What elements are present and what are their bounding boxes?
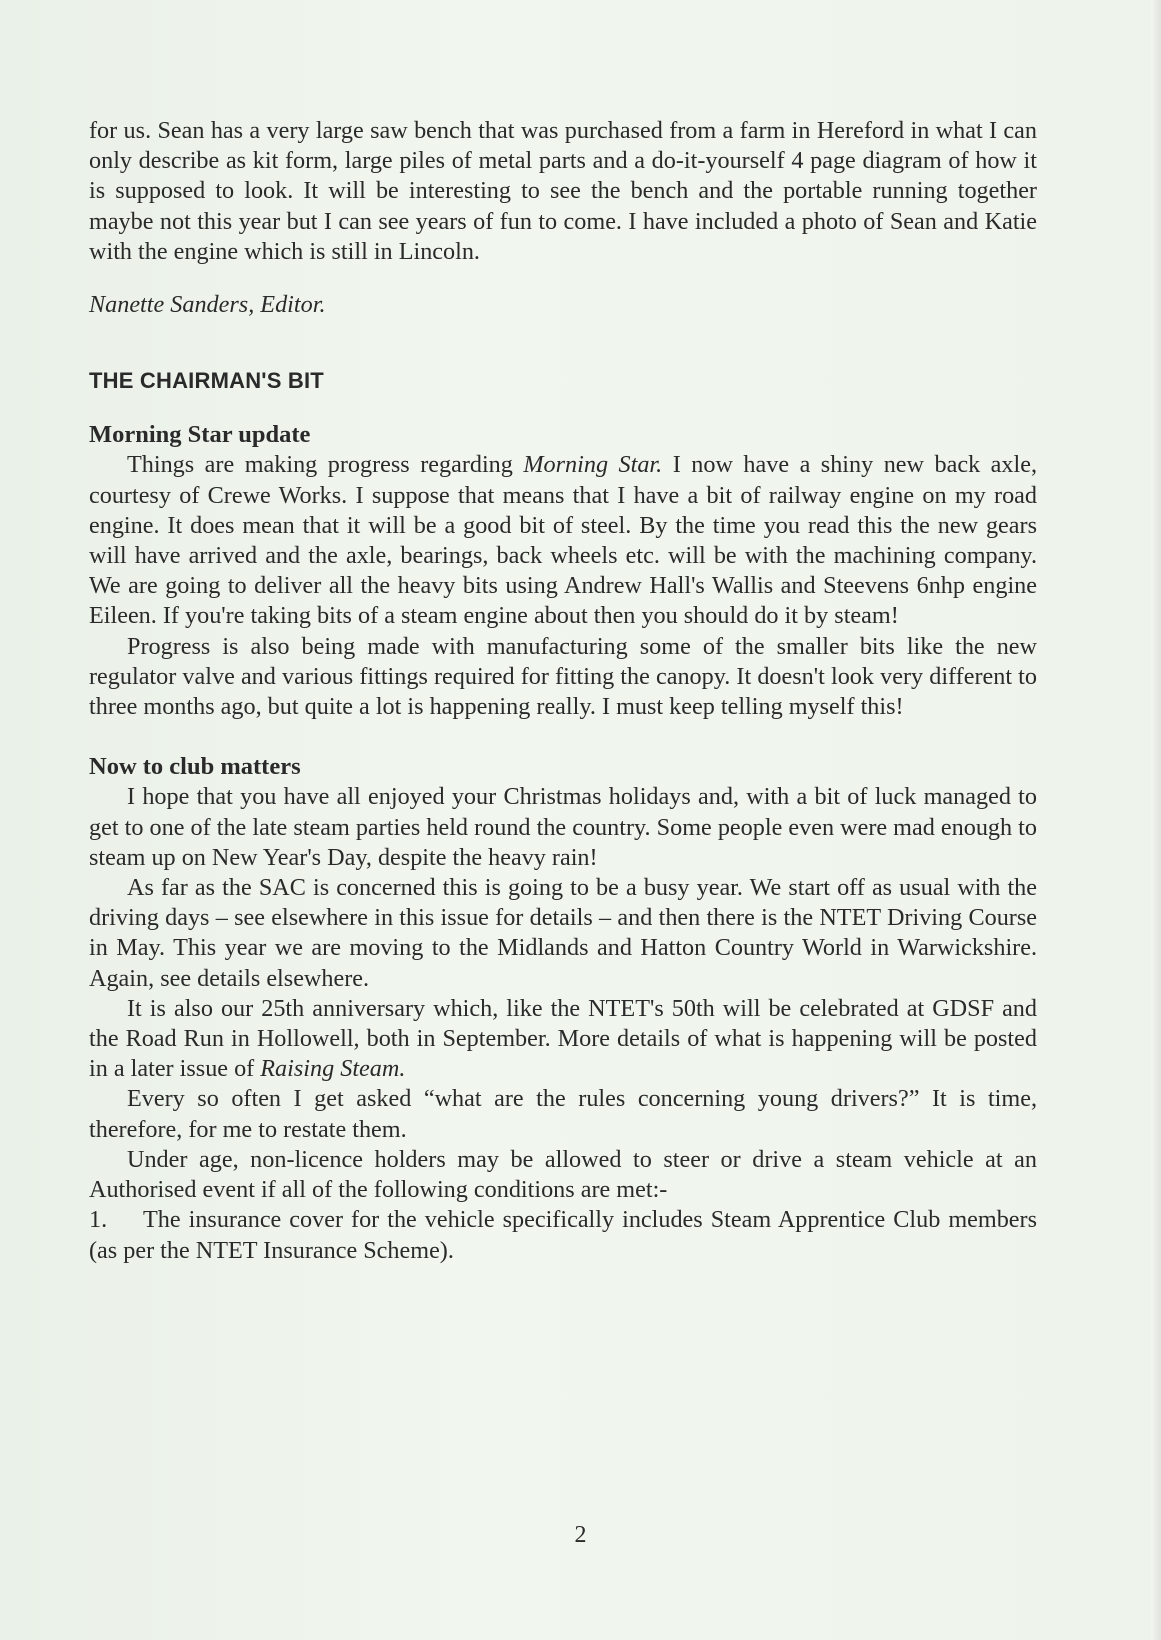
rule-list-item — [89, 1205, 1037, 1265]
editor-signature: Nanette Sanders, Editor. — [89, 291, 326, 319]
document-body — [89, 116, 1037, 1266]
section-title: THE CHAIRMAN'S BIT — [89, 368, 324, 394]
morning-star-heading: Morning Star update — [89, 421, 311, 449]
club-paragraph-2: As far as the SAC is concerned this is going to be a busy year. We start off as usual with the driving days – see elsewhere in this issue for details – and then there is the NTET Driving Course in May. This year we are moving to the Midlands and Hatton Country World in Warwickshire. Again, see details elsewhere. — [89, 874, 1037, 992]
italic-title: Raising Steam. — [260, 1055, 406, 1083]
morning-star-paragraph-1 — [89, 450, 1037, 631]
list-text: The insurance cover for the vehicle specifically includes Steam Apprentice Club members (as per the NTET Insurance Scheme). — [89, 1206, 1037, 1264]
page-number: 2 — [574, 1522, 587, 1548]
club-paragraph-4: Every so often I get asked “what are the rules concerning young drivers?” It is time, therefore, for me to restate them. — [89, 1085, 1037, 1143]
text-run: It is also our 25th anniversary which, like the NTET's 50th will be celebrated at GDSF and the Road Run in Hollowell, both in September. More details of what is happening will be posted in a later issue of — [89, 994, 1037, 1083]
italic-title: Morning Star. — [523, 451, 663, 479]
club-paragraph-3 — [89, 994, 1037, 1085]
list-number: 1. — [89, 1206, 108, 1234]
morning-star-paragraph-2: Progress is also being made with manufacturing some of the smaller bits like the new regulator valve and various fittings required for fitting the canopy. It doesn't look very different to three months ago, but quite a lot is happening really. I must keep telling myself this! — [89, 632, 1037, 721]
club-paragraph-1: I hope that you have all enjoyed your Christmas holidays and, with a bit of luck managed to get to one of the late steam parties held round the country. Some people even were mad enough to steam up on New Year's Day, despite the heavy rain! — [89, 783, 1037, 871]
club-paragraph-5: Under age, non-licence holders may be allowed to steer or drive a steam vehicle at an Authorised event if all of the following conditions are met:- — [89, 1145, 1037, 1204]
page-edge — [1151, 0, 1161, 1640]
intro-paragraph: for us. Sean has a very large saw bench that was purchased from a farm in Hereford in what I can only describe as kit form, large piles of metal parts and a do-it-yourself 4 page diagram of how it is supposed to look. It will be interesting to see the bench and the portable running together maybe not this year but I can see years of fun to come. I have included a photo of Sean and Katie with the engine which is still in Lincoln. — [89, 117, 1037, 265]
text-run: Things are making progress regarding — [127, 451, 524, 479]
text-run: I now have a shiny new back axle, courtesy of Crewe Works. I suppose that means that I have a bit of railway engine on my road engine. It does mean that it will be a good bit of steel. By the time you read this the new gears will have arrived and the axle, bearings, back wheels etc. will be with the machining company. We are going to deliver all the heavy bits using Andrew Hall's Wallis and Steevens 6nhp engine Eileen. If you're taking bits of a steam engine about then you should do it by steam! — [89, 451, 1037, 630]
club-matters-heading: Now to club matters — [89, 753, 301, 781]
